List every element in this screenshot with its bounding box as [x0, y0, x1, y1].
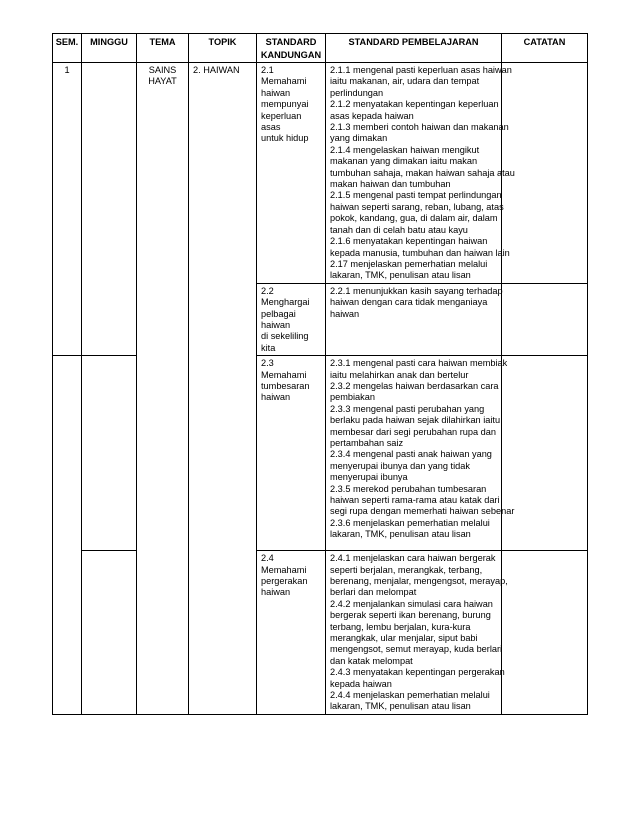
pembelajaran-line: iaitu makanan, air, udara dan tempat	[330, 76, 480, 87]
pembelajaran-line: terbang, lembu berjalan, kura-kura	[330, 621, 471, 632]
header-sem: SEM.	[53, 34, 82, 63]
pembelajaran-line: berlaku pada haiwan sejak dilahirkan iaitu	[330, 415, 501, 426]
pembelajaran-cell	[326, 63, 515, 284]
pembelajaran-line: 2.3.6 menjelaskan pemerhatian melalui	[330, 517, 490, 528]
topik-cell: 2. HAIWAN	[189, 63, 257, 715]
pembelajaran-line: 2.17 menjelaskan pemerhatian melalui	[330, 258, 488, 269]
pembelajaran-line: pembiakan	[330, 392, 375, 403]
table-row	[53, 551, 588, 715]
pembelajaran-line: 2.1.5 mengenal pasti tempat perlindungan	[330, 190, 502, 201]
pembelajaran-line: perlindungan	[330, 87, 384, 98]
sem-cell	[53, 356, 82, 715]
pembelajaran-line: menyerupai ibunya dan yang tidak	[330, 460, 470, 471]
minggu-cell	[82, 356, 137, 551]
pembelajaran-line: 2.1.4 mengelaskan haiwan mengikut	[330, 144, 480, 155]
pembelajaran-line: lakaran, TMK, penulisan atau lisan	[330, 529, 471, 540]
pembelajaran-line: 2.3.2 mengelas haiwan berdasarkan cara	[330, 380, 499, 391]
pembelajaran-line: kepada manusia, tumbuhan dan haiwan lain	[330, 247, 510, 258]
pembelajaran-line: 2.3.5 merekod perubahan tumbesaran	[330, 483, 487, 494]
pembelajaran-line: 2.1.2 menyatakan kepentingan keperluan	[330, 99, 499, 110]
pembelajaran-line: berlari dan melompat	[330, 587, 417, 598]
pembelajaran-line: makan haiwan dan tumbuhan	[330, 179, 451, 190]
minggu-cell	[82, 551, 137, 715]
sem-cell: 1	[53, 63, 82, 356]
pembelajaran-line: haiwan dengan cara tidak menganiaya	[330, 297, 488, 308]
pembelajaran-line: mengengsot, semut merayap, kuda berlari	[330, 644, 503, 655]
pembelajaran-cell	[326, 283, 502, 355]
pembelajaran-line: membesar dari segi perubahan rupa dan	[330, 426, 496, 437]
table-row	[53, 63, 588, 284]
pembelajaran-line: berenang, menjalar, mengengsot, merayap,	[330, 575, 508, 586]
pembelajaran-line: lakaran, TMK, penulisan atau lisan	[330, 270, 471, 281]
pembelajaran-line: segi rupa dengan memerhati haiwan sebenar	[330, 506, 515, 517]
pembelajaran-line: tumbuhan sahaja, makan haiwan sahaja atau	[330, 167, 515, 178]
pembelajaran-line: 2.4.4 menjelaskan pemerhatian melalui	[330, 690, 490, 701]
header-standard-pembelajaran: STANDARD PEMBELAJARAN	[326, 34, 502, 63]
pembelajaran-line: 2.4.2 menjalankan simulasi cara haiwan	[330, 598, 493, 609]
minggu-cell	[82, 63, 137, 356]
pembelajaran-line: kepada haiwan	[330, 678, 392, 689]
header-catatan: CATATAN	[502, 34, 588, 63]
pembelajaran-line: tanah dan di celah batu atau kayu	[330, 224, 468, 235]
header-topik: TOPIK	[189, 34, 257, 63]
pembelajaran-line: 2.3.4 mengenal pasti anak haiwan yang	[330, 449, 492, 460]
pembelajaran-line: haiwan seperti rama-rama atau katak dari	[330, 495, 500, 506]
pembelajaran-line: 2.1.1 mengenal pasti keperluan asas haiwan	[330, 65, 512, 75]
pembelajaran-line: asas kepada haiwan	[330, 110, 414, 121]
kandungan-cell: 2.1 Memahami haiwan mempunyai keperluan asas untuk hidup	[257, 63, 326, 284]
pembelajaran-line: pokok, kandang, gua, di dalam air, dalam	[330, 213, 498, 224]
kandungan-cell: 2.4 Memahami pergerakan haiwan	[257, 551, 326, 715]
pembelajaran-line: makanan yang dimakan iaitu makan	[330, 156, 478, 167]
catatan-cell	[502, 283, 588, 355]
pembelajaran-line: merangkak, ular menjalar, siput babi	[330, 633, 478, 643]
curriculum-table	[52, 33, 588, 715]
pembelajaran-line: yang dimakan	[330, 133, 388, 144]
pembelajaran-line: lakaran, TMK, penulisan atau lisan	[330, 701, 471, 712]
pembelajaran-line: 2.1.3 memberi contoh haiwan dan makanan	[330, 122, 509, 133]
header-standard-kandungan: STANDARD KANDUNGAN	[257, 34, 326, 63]
catatan-cell	[502, 551, 588, 715]
header-minggu: MINGGU	[82, 34, 137, 63]
pembelajaran-cell	[326, 356, 515, 551]
pembelajaran-line: 2.1.6 menyatakan kepentingan haiwan	[330, 236, 488, 247]
pembelajaran-line: bergerak seperti ikan berenang, burung	[330, 610, 491, 621]
pembelajaran-line: pertambahan saiz	[330, 438, 404, 448]
pembelajaran-line: 2.4.1 menjelaskan cara haiwan bergerak	[330, 553, 496, 564]
table-row	[53, 356, 588, 551]
pembelajaran-line: seperti berjalan, merangkak, terbang,	[330, 564, 483, 575]
pembelajaran-line: dan katak melompat	[330, 655, 413, 666]
kandungan-cell: 2.3 Memahami tumbesaran haiwan	[257, 356, 326, 551]
pembelajaran-line: haiwan seperti sarang, reban, lubang, atas	[330, 201, 504, 212]
pembelajaran-line: 2.4.3 menyatakan kepentingan pergerakan	[330, 667, 505, 678]
pembelajaran-line: menyerupai ibunya	[330, 472, 408, 483]
pembelajaran-line: 2.3.1 mengenal pasti cara haiwan membiak	[330, 358, 508, 369]
pembelajaran-cell	[326, 551, 508, 715]
header-row	[53, 34, 588, 63]
pembelajaran-line: 2.3.3 mengenal pasti perubahan yang	[330, 403, 485, 414]
pembelajaran-line: haiwan	[330, 308, 360, 319]
catatan-cell	[502, 356, 588, 551]
pembelajaran-line: iaitu melahirkan anak dan bertelur	[330, 369, 469, 380]
tema-cell: SAINS HAYAT	[137, 63, 189, 715]
pembelajaran-line: 2.2.1 menunjukkan kasih sayang terhadap	[330, 285, 503, 296]
header-tema: TEMA	[137, 34, 189, 63]
kandungan-cell: 2.2 Menghargai pelbagai haiwan di sekeliling kita	[257, 283, 326, 355]
